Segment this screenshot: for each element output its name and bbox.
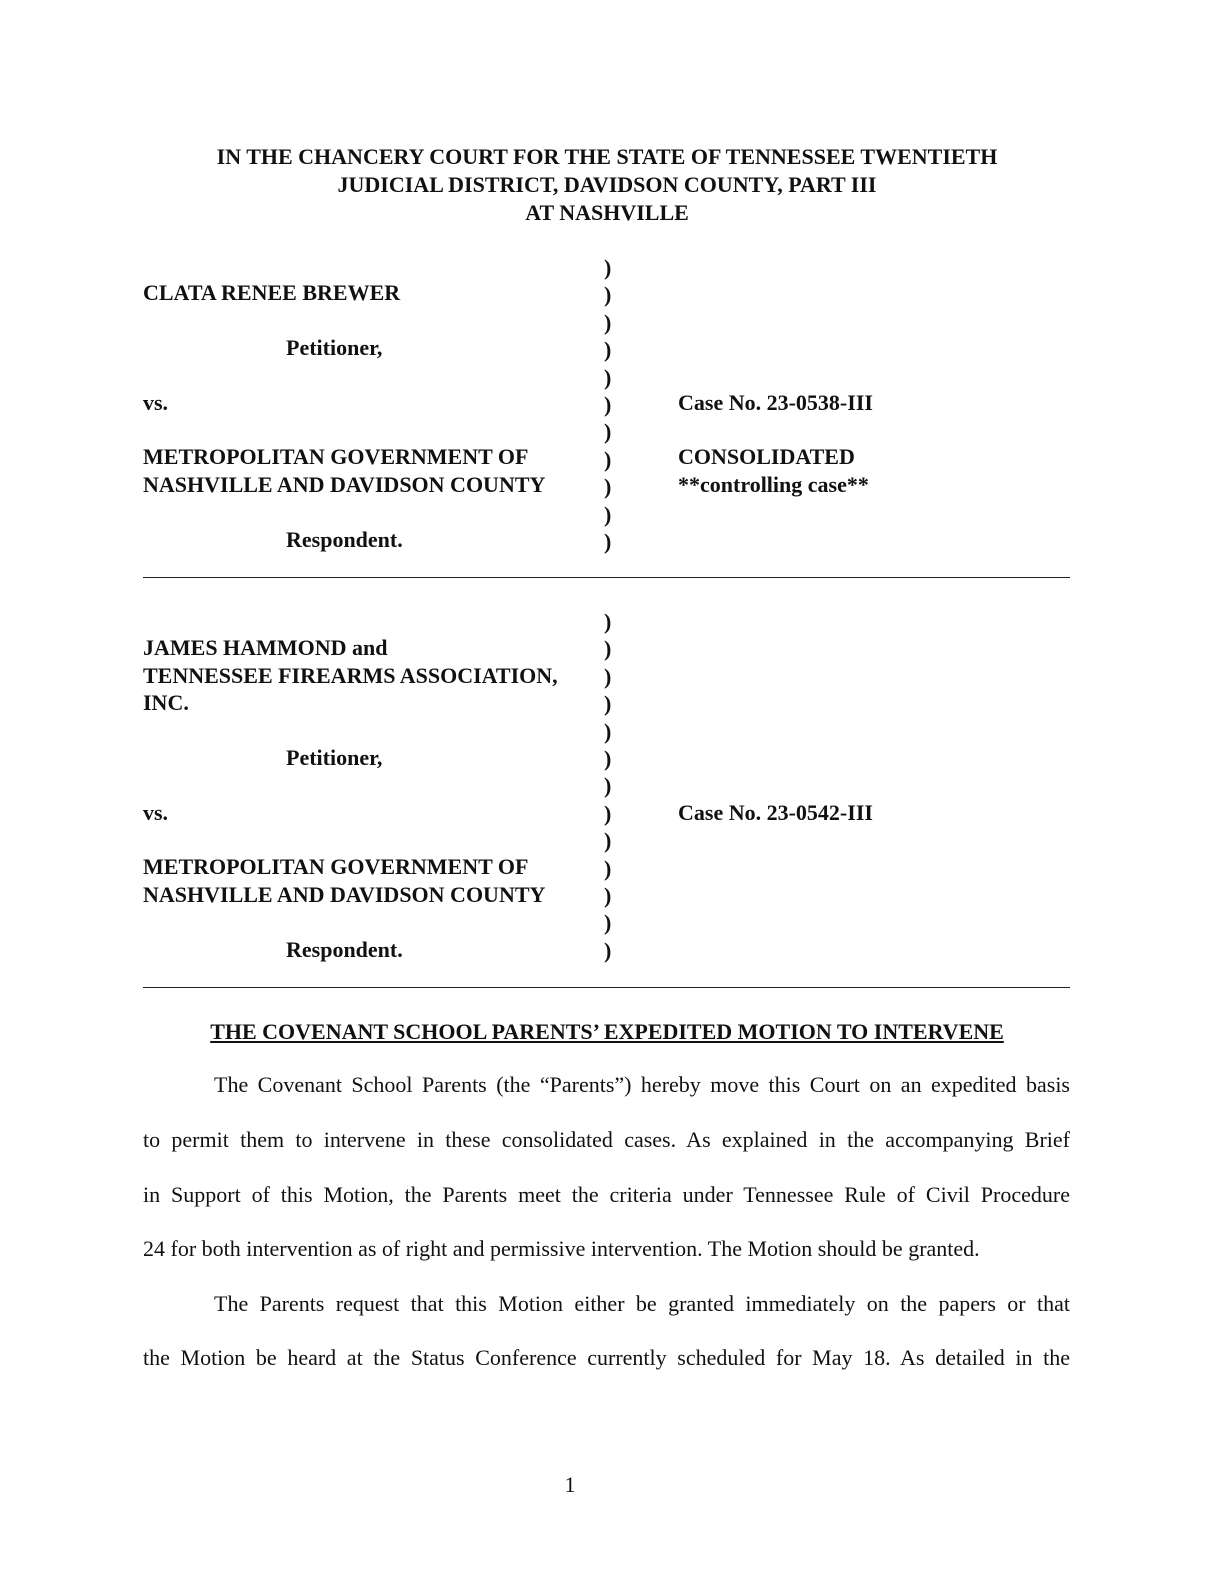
motion-title: THE COVENANT SCHOOL PARENTS’ EXPEDITED MOTION TO INTERVENE bbox=[210, 1019, 1004, 1044]
case1-respondent-line-1: METROPOLITAN GOVERNMENT OF bbox=[143, 444, 529, 469]
page-number: 1 bbox=[564, 1472, 576, 1497]
case1-versus: vs. bbox=[143, 390, 169, 415]
case1-case-number: Case No. 23-0538-III bbox=[678, 390, 873, 415]
court-header-line-1: IN THE CHANCERY COURT FOR THE STATE OF TENNESSEE TWENTIETH bbox=[216, 144, 998, 169]
case2-paren-column: ) ) ) ) ) ) ) ) ) ) ) ) ) bbox=[604, 609, 612, 963]
case2-petitioner-line-2: TENNESSEE FIREARMS ASSOCIATION, bbox=[143, 663, 558, 688]
case2-case-number: Case No. 23-0542-III bbox=[678, 800, 873, 825]
caption-divider-2 bbox=[143, 987, 1070, 988]
paragraph-2-line-1: The Parents request that this Motion either be granted immediately on the papers or that bbox=[214, 1291, 1070, 1316]
case1-paren-column: ) ) ) ) ) ) ) ) ) ) ) bbox=[604, 255, 612, 555]
case2-petitioner-role: Petitioner, bbox=[286, 745, 383, 770]
court-header-line-3: AT NASHVILLE bbox=[525, 200, 689, 225]
case1-consolidated-label: CONSOLIDATED bbox=[678, 444, 855, 469]
paragraph-2-line-2: the Motion be heard at the Status Conference currently scheduled for May 18. As detailed in the bbox=[143, 1345, 1070, 1370]
case1-respondent-role: Respondent. bbox=[286, 527, 403, 552]
case2-petitioner-line-3: INC. bbox=[143, 690, 189, 715]
case2-versus: vs. bbox=[143, 800, 169, 825]
case2-respondent-line-2: NASHVILLE AND DAVIDSON COUNTY bbox=[143, 882, 546, 907]
case2-respondent-line-1: METROPOLITAN GOVERNMENT OF bbox=[143, 854, 529, 879]
paragraph-1-line-2: to permit them to intervene in these consolidated cases. As explained in the accompanying Brief bbox=[143, 1127, 1070, 1152]
case2-petitioner-line-1: JAMES HAMMOND and bbox=[143, 635, 388, 660]
case1-respondent-line-2: NASHVILLE AND DAVIDSON COUNTY bbox=[143, 472, 546, 497]
caption-divider-1 bbox=[143, 577, 1070, 578]
paragraph-1-line-4: 24 for both intervention as of right and permissive intervention. The Motion should be granted. bbox=[143, 1236, 980, 1261]
case1-petitioner-name: CLATA RENEE BREWER bbox=[143, 280, 401, 305]
paragraph-1-line-1: The Covenant School Parents (the “Parents”) hereby move this Court on an expedited basis bbox=[214, 1072, 1070, 1097]
paragraph-1-line-3: in Support of this Motion, the Parents meet the criteria under Tennessee Rule of Civil Procedure bbox=[143, 1182, 1070, 1207]
case1-controlling-note: **controlling case** bbox=[678, 472, 869, 497]
court-header bbox=[143, 143, 1071, 227]
case2-respondent-role: Respondent. bbox=[286, 937, 403, 962]
case1-petitioner-role: Petitioner, bbox=[286, 335, 383, 360]
court-header-line-2: JUDICIAL DISTRICT, DAVIDSON COUNTY, PART III bbox=[337, 172, 877, 197]
